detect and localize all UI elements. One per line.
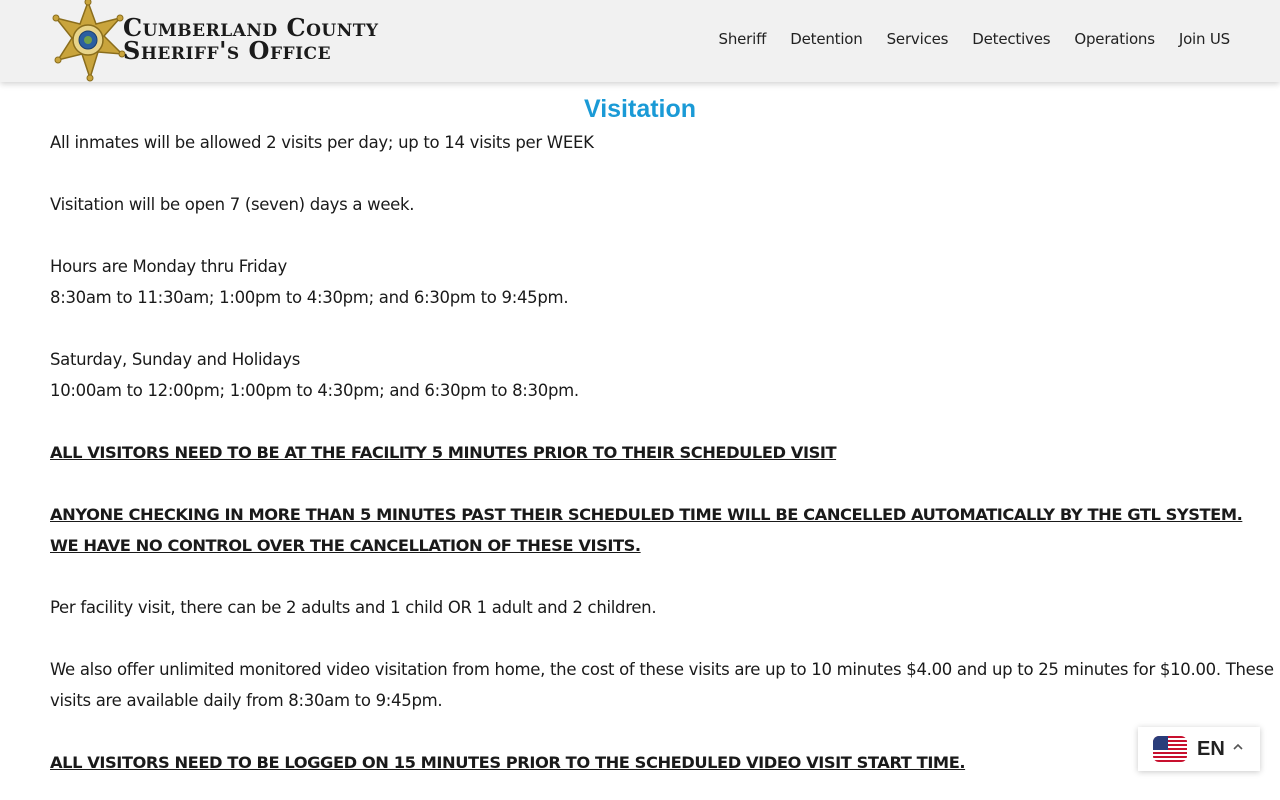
sheriff-star-badge-icon xyxy=(50,0,126,82)
weekend-hours: 10:00am to 12:00pm; 1:00pm to 4:30pm; and 6:30pm to 8:30pm. xyxy=(50,381,579,400)
page-title: Visitation xyxy=(583,95,697,123)
nav-item-sheriff[interactable]: Sheriff xyxy=(718,30,767,48)
visitor-limit-text: Per facility visit, there can be 2 adults and 1 child OR 1 adult and 2 children. xyxy=(50,598,657,617)
main-nav xyxy=(719,30,1231,48)
video-login-notice: ALL VISITORS NEED TO BE LOGGED ON 15 MINUTES PRIOR TO THE SCHEDULED VIDEO VISIT START TIME. xyxy=(50,753,966,772)
arrival-notice: ALL VISITORS NEED TO BE AT THE FACILITY 5 MINUTES PRIOR TO THEIR SCHEDULED VISIT xyxy=(50,443,837,462)
language-switcher[interactable] xyxy=(1138,727,1260,771)
video-visitation-text: We also offer unlimited monitored video visitation from home, the cost of these visits are up to 10 minutes $4.00 and up to 25 minutes for $10.00. These xyxy=(50,660,1274,679)
logo-text xyxy=(123,13,379,65)
nav-item-detention[interactable]: Detention xyxy=(790,30,863,48)
logo-line-office: Sheriff's Office xyxy=(123,36,332,65)
chevron-up-icon xyxy=(1231,740,1245,754)
nav-item-operations[interactable]: Operations xyxy=(1074,30,1155,48)
nav-item-detectives[interactable]: Detectives xyxy=(972,30,1051,48)
visits-allowed-text: All inmates will be allowed 2 visits per day; up to 14 visits per WEEK xyxy=(50,133,594,152)
language-code: EN xyxy=(1197,738,1225,760)
site-logo-link[interactable] xyxy=(50,0,410,82)
nav-item-join-us[interactable]: Join US xyxy=(1178,30,1230,48)
main-content xyxy=(50,92,1274,778)
logo-line-county: Cumberland County xyxy=(123,13,379,42)
nav-item-services[interactable]: Services xyxy=(886,30,949,48)
us-flag-icon xyxy=(1153,736,1187,762)
video-visitation-hours: visits are available daily from 8:30am to 9:45pm. xyxy=(50,691,443,710)
cancellation-control-notice: WE HAVE NO CONTROL OVER THE CANCELLATION OF THESE VISITS. xyxy=(50,536,641,555)
site-header xyxy=(0,0,1280,82)
weekday-heading: Hours are Monday thru Friday xyxy=(50,257,287,276)
open-days-text: Visitation will be open 7 (seven) days a week. xyxy=(50,195,415,214)
cancellation-notice: ANYONE CHECKING IN MORE THAN 5 MINUTES PAST THEIR SCHEDULED TIME WILL BE CANCELLED AUTOMATICALLY BY THE GTL SYSTEM. xyxy=(50,505,1243,524)
weekday-hours: 8:30am to 11:30am; 1:00pm to 4:30pm; and 6:30pm to 9:45pm. xyxy=(50,288,569,307)
weekend-heading: Saturday, Sunday and Holidays xyxy=(50,350,301,369)
